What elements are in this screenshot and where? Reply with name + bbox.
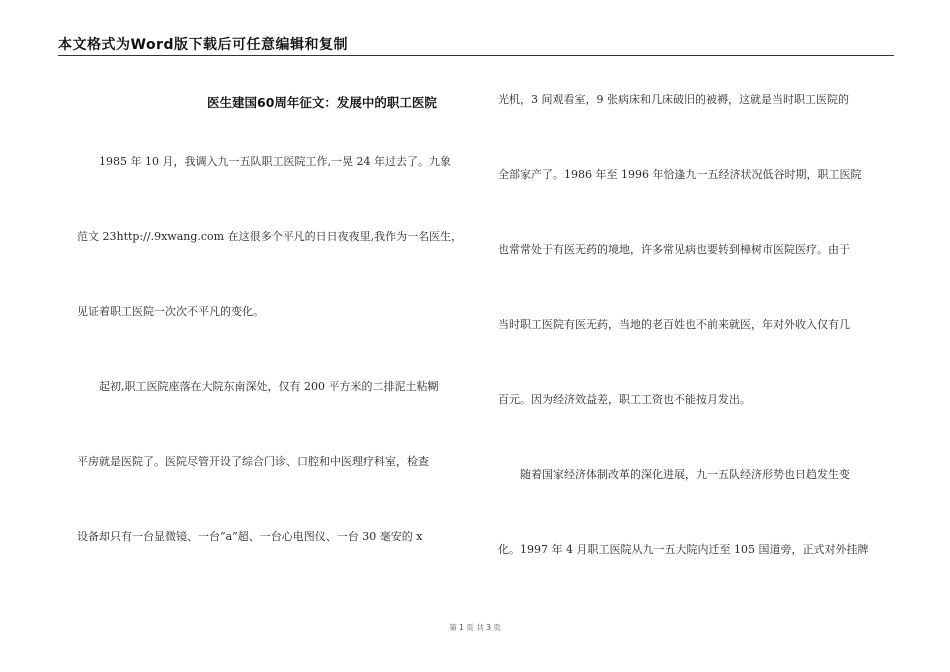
page-number: 第 1 页 共 3 页	[449, 623, 501, 632]
text-line: 百元。因为经济效益差，职工工资也不能按月发出。	[498, 393, 751, 406]
text-line: 起初,职工医院座落在大院东南深处，仅有 200 平方米的二排泥土粘糊	[99, 380, 439, 393]
text-line: 也常常处于有医无药的境地，许多常见病也要转到樟树市医院医疗。由于	[498, 243, 850, 256]
text-line: 设备却只有一台显微镜、一台“a”超、一台心电图仪、一台 30 毫安的 x	[77, 530, 423, 543]
text-line: 范文 23http://.9xwang.com 在这很多个平凡的日日夜夜里,我作为一名医生，	[77, 230, 463, 243]
text-line: 见证着职工医院一次次不平凡的变化。	[77, 305, 264, 318]
text-line: 1985 年 10 月，我调入九一五队职工医院工作,一晃 24 年过去了。九象	[99, 155, 451, 168]
text-line: 当时职工医院有医无药，当地的老百姓也不前来就医，年对外收入仅有几	[498, 318, 850, 331]
header-rule	[58, 55, 894, 56]
text-line: 平房就是医院了。医院尽管开设了综合门诊、口腔和中医理疗科室，检查	[77, 455, 429, 468]
document-banner: 本文格式为Word版下载后可任意编辑和复制	[58, 37, 348, 53]
text-line: 化。1997 年 4 月职工医院从九一五大院内迁至 105 国道旁，正式对外挂牌	[498, 543, 869, 556]
text-line: 光机，3 间观看室，9 张病床和几床破旧的被褥，这就是当时职工医院的	[498, 93, 849, 106]
document-title: 医生建国60周年征文：发展中的职工医院	[207, 95, 437, 110]
text-line: 随着国家经济体制改革的深化进展，九一五队经济形势也日趋发生变	[520, 468, 850, 481]
text-line: 全部家产了。1986 年至 1996 年恰逢九一五经济状况低谷时期，职工医院	[498, 168, 862, 181]
